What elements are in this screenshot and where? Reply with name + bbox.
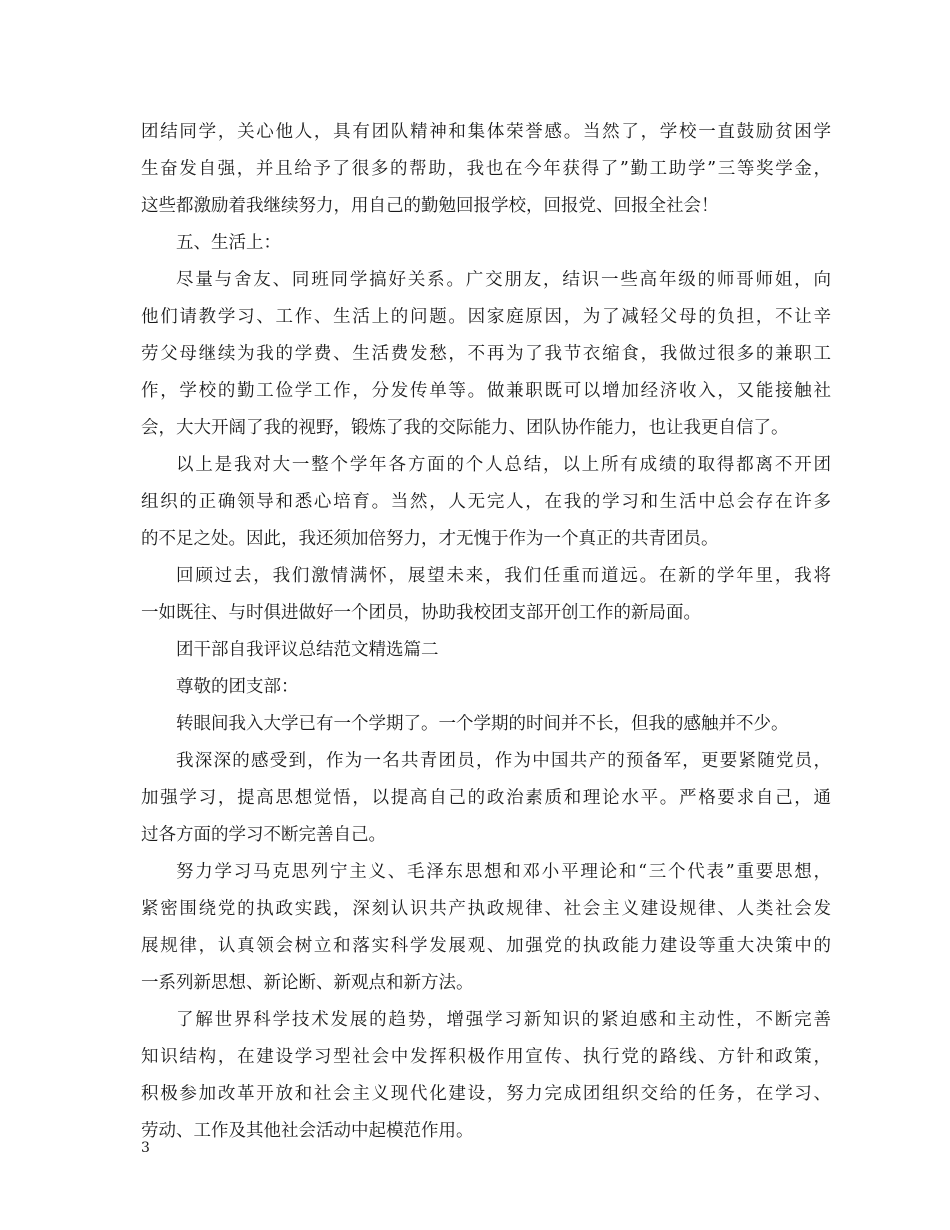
text-line: 作，学校的勤工俭学工作，分发传单等。做兼职既可以增加经济收入，又能接触社 [141, 381, 831, 401]
text-line: 五、生活上： [176, 233, 281, 253]
text-line: 团干部自我评议总结范文精选篇二 [176, 640, 439, 660]
text-line: 我深深的感受到，作为一名共青团员，作为中国共产的预备军，更要紧随党员， [176, 751, 831, 771]
text-line: 以上是我对大一整个学年各方面的个人总结，以上所有成绩的取得都离不开团 [176, 455, 831, 475]
text-line: 组织的正确领导和悉心培育。当然，人无完人，在我的学习和生活中总会存在许多 [141, 492, 831, 512]
text-line: 知识结构，在建设学习型社会中发挥积极作用宣传、执行党的路线、方针和政策， [141, 1047, 831, 1067]
text-line: 转眼间我入大学已有一个学期了。一个学期的时间并不长，但我的感触并不少。 [176, 714, 789, 734]
text-line: 加强学习，提高思想觉悟，以提高自己的政治素质和理论水平。严格要求自己，通 [141, 788, 831, 808]
text-line: 了解世界科学技术发展的趋势，增强学习新知识的紧迫感和主动性，不断完善 [176, 1010, 831, 1030]
text-line: 生奋发自强，并且给予了很多的帮助，我也在今年获得了”勤工助学”三等奖学金， [141, 159, 831, 179]
text-line: 他们请教学习、工作、生活上的问题。因家庭原因，为了减轻父母的负担，不让辛 [141, 307, 831, 327]
text-line: 回顾过去，我们激情满怀，展望未来，我们任重而道远。在新的学年里，我将 [176, 566, 831, 586]
text-line: 展规律，认真领会树立和落实科学发展观、加强党的执政能力建设等重大决策中的 [141, 936, 831, 956]
text-line: 积极参加改革开放和社会主义现代化建设，努力完成团组织交给的任务，在学习、 [141, 1084, 831, 1104]
text-line: 这些都激励着我继续努力，用自己的勤勉回报学校，回报党、回报全社会！ [141, 196, 719, 216]
document-body [141, 114, 831, 1150]
text-line: 劳动、工作及其他社会活动中起模范作用。 [141, 1121, 474, 1141]
text-line: 过各方面的学习不断完善自己。 [141, 825, 386, 845]
text-line: 的不足之处。因此，我还须加倍努力，才无愧于作为一个真正的共青团员。 [141, 529, 719, 549]
text-line: 尽量与舍友、同班同学搞好关系。广交朋友，结识一些高年级的师哥师姐，向 [176, 270, 831, 290]
text-line: 一如既往、与时俱进做好一个团员，协助我校团支部开创工作的新局面。 [141, 603, 701, 623]
text-line: 劳父母继续为我的学费、生活费发愁，不再为了我节衣缩食，我做过很多的兼职工 [141, 344, 831, 364]
text-line: 尊敬的团支部： [176, 677, 299, 697]
text-line: 努力学习马克思列宁主义、毛泽东思想和邓小平理论和“三个代表”重要思想， [176, 862, 831, 882]
text-line: 一系列新思想、新论断、新观点和新方法。 [141, 973, 474, 993]
text-line: 团结同学，关心他人，具有团队精神和集体荣誉感。当然了，学校一直鼓励贫困学 [141, 122, 831, 142]
page-number: 3 [141, 1140, 150, 1156]
text-line: 紧密围绕党的执政实践，深刻认识共产执政规律、社会主义建设规律、人类社会发 [141, 899, 831, 919]
text-line: 会，大大开阔了我的视野，锻炼了我的交际能力、团队协作能力，也让我更自信了。 [141, 418, 789, 438]
